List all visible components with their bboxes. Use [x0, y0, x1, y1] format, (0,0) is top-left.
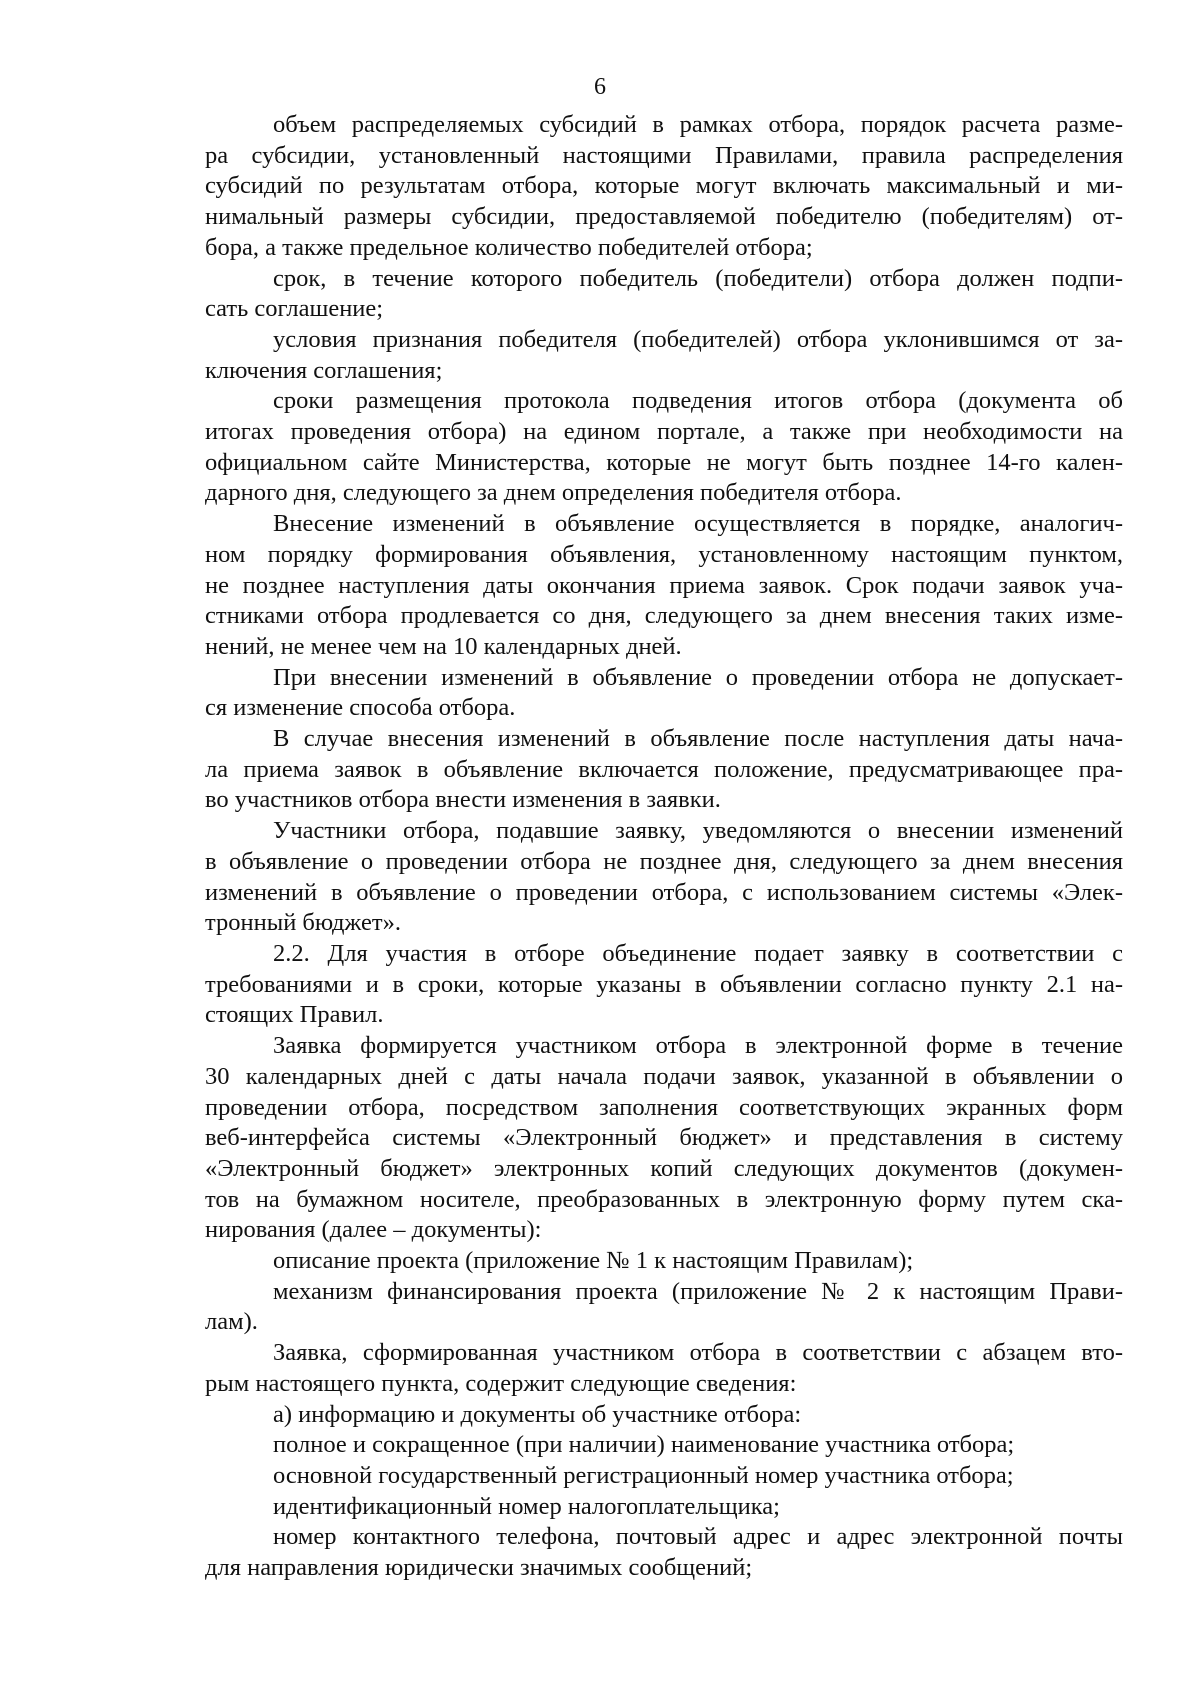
paragraph [205, 1461, 1123, 1492]
text-line: ключения соглашения; [205, 356, 443, 384]
text-line: ся изменение способа отбора. [205, 694, 516, 722]
text-line: субсидий по результатам отбора, которые могут включать максимальный и ми- [205, 172, 1123, 200]
paragraph [205, 1492, 1123, 1523]
text-line: не позднее наступления даты окончания приема заявок. Срок подачи заявок уча- [205, 571, 1123, 599]
text-line: полное и сокращенное (при наличии) наименование участника отбора; [273, 1431, 1015, 1459]
paragraph [205, 1338, 1123, 1399]
text-line: В случае внесения изменений в объявление после наступления даты нача- [273, 725, 1123, 753]
text-line: официальном сайте Министерства, которые не могут быть позднее 14-го кален- [205, 448, 1123, 476]
text-line: Внесение изменений в объявление осуществляется в порядке, аналогич- [273, 510, 1123, 538]
text-line: нирования (далее – документы): [205, 1216, 542, 1244]
paragraph [205, 1400, 1123, 1431]
paragraph [205, 386, 1123, 509]
text-line: нений, не менее чем на 10 календарных дней. [205, 632, 682, 660]
paragraph [205, 264, 1123, 325]
text-line: идентификационный номер налогоплательщика; [273, 1492, 780, 1520]
text-line: нимальный размеры субсидии, предоставляемой победителю (победителям) от- [205, 203, 1123, 231]
text-line: ном порядку формирования объявления, установленному настоящим пунктом, [205, 540, 1123, 568]
text-line: описание проекта (приложение № 1 к настоящим Правилам); [273, 1247, 914, 1275]
paragraph [205, 724, 1123, 816]
text-line: рым настоящего пункта, содержит следующие сведения: [205, 1369, 797, 1397]
paragraph [205, 509, 1123, 663]
text-line: сать соглашение; [205, 295, 384, 323]
text-line: стоящих Правил. [205, 1001, 384, 1029]
text-line: во участников отбора внести изменения в заявки. [205, 786, 721, 814]
paragraph [205, 1031, 1123, 1246]
paragraph [205, 1246, 1123, 1277]
text-line: основной государственный регистрационный номер участника отбора; [273, 1461, 1014, 1489]
text-line: требованиями и в сроки, которые указаны в объявлении согласно пункту 2.1 на- [205, 970, 1123, 998]
text-line: ла приема заявок в объявление включается положение, предусматривающее пра- [205, 755, 1123, 783]
text-line: номер контактного телефона, почтовый адрес и адрес электронной почты [273, 1523, 1123, 1551]
text-line: 30 календарных дней с даты начала подачи заявок, указанной в объявлении о [205, 1062, 1123, 1090]
text-line: дарного дня, следующего за днем определения победителя отбора. [205, 479, 902, 507]
paragraph [205, 1522, 1123, 1583]
text-line: Заявка, сформированная участником отбора в соответствии с абзацем вто- [273, 1339, 1123, 1367]
paragraph [205, 663, 1123, 724]
text-line: изменений в объявление о проведении отбора, с использованием системы «Элек- [205, 878, 1123, 906]
text-line: Заявка формируется участником отбора в электронной форме в течение [273, 1032, 1123, 1060]
paragraph [205, 110, 1123, 264]
text-line: проведении отбора, посредством заполнения соответствующих экранных форм [205, 1093, 1123, 1121]
text-line: При внесении изменений в объявление о проведении отбора не допускает- [273, 663, 1123, 691]
text-line: тов на бумажном носителе, преобразованных в электронную форму путем ска- [205, 1185, 1123, 1213]
text-line: итогах проведения отбора) на едином портале, а также при необходимости на [205, 418, 1123, 446]
text-line: бора, а также предельное количество победителей отбора; [205, 233, 813, 261]
text-line: «Электронный бюджет» электронных копий следующих документов (докумен- [205, 1154, 1123, 1182]
paragraph [205, 1277, 1123, 1338]
text-line: тронный бюджет». [205, 909, 401, 937]
text-line: а) информацию и документы об участнике отбора: [273, 1400, 802, 1428]
text-line: для направления юридически значимых сообщений; [205, 1554, 753, 1582]
text-line: срок, в течение которого победитель (победители) отбора должен подпи- [273, 264, 1123, 292]
text-line: 2.2. Для участия в отборе объединение подает заявку в соответствии с [273, 939, 1123, 967]
paragraph [205, 816, 1123, 939]
text-line: стниками отбора продлевается со дня, следующего за днем внесения таких изме- [205, 602, 1123, 630]
text-line: сроки размещения протокола подведения итогов отбора (документа об [273, 387, 1123, 415]
text-line: в объявление о проведении отбора не позднее дня, следующего за днем внесения [205, 847, 1123, 875]
text-line: Участники отбора, подавшие заявку, уведомляются о внесении изменений [273, 817, 1123, 845]
text-line: объем распределяемых субсидий в рамках отбора, порядок расчета разме- [273, 111, 1123, 138]
text-line: ра субсидии, установленный настоящими Правилами, правила распределения [205, 141, 1123, 169]
text-line: условия признания победителя (победителей) отбора уклонившимся от за- [273, 325, 1123, 353]
text-line: механизм финансирования проекта (приложение № 2 к настоящим Прави- [273, 1277, 1123, 1305]
page-number: 6 [594, 74, 606, 100]
document-body [205, 110, 1123, 1584]
text-line: лам). [205, 1308, 258, 1336]
paragraph [205, 939, 1123, 1031]
paragraph [205, 1430, 1123, 1461]
paragraph [205, 325, 1123, 386]
text-line: веб-интерфейса системы «Электронный бюджет» и представления в систему [205, 1124, 1123, 1152]
